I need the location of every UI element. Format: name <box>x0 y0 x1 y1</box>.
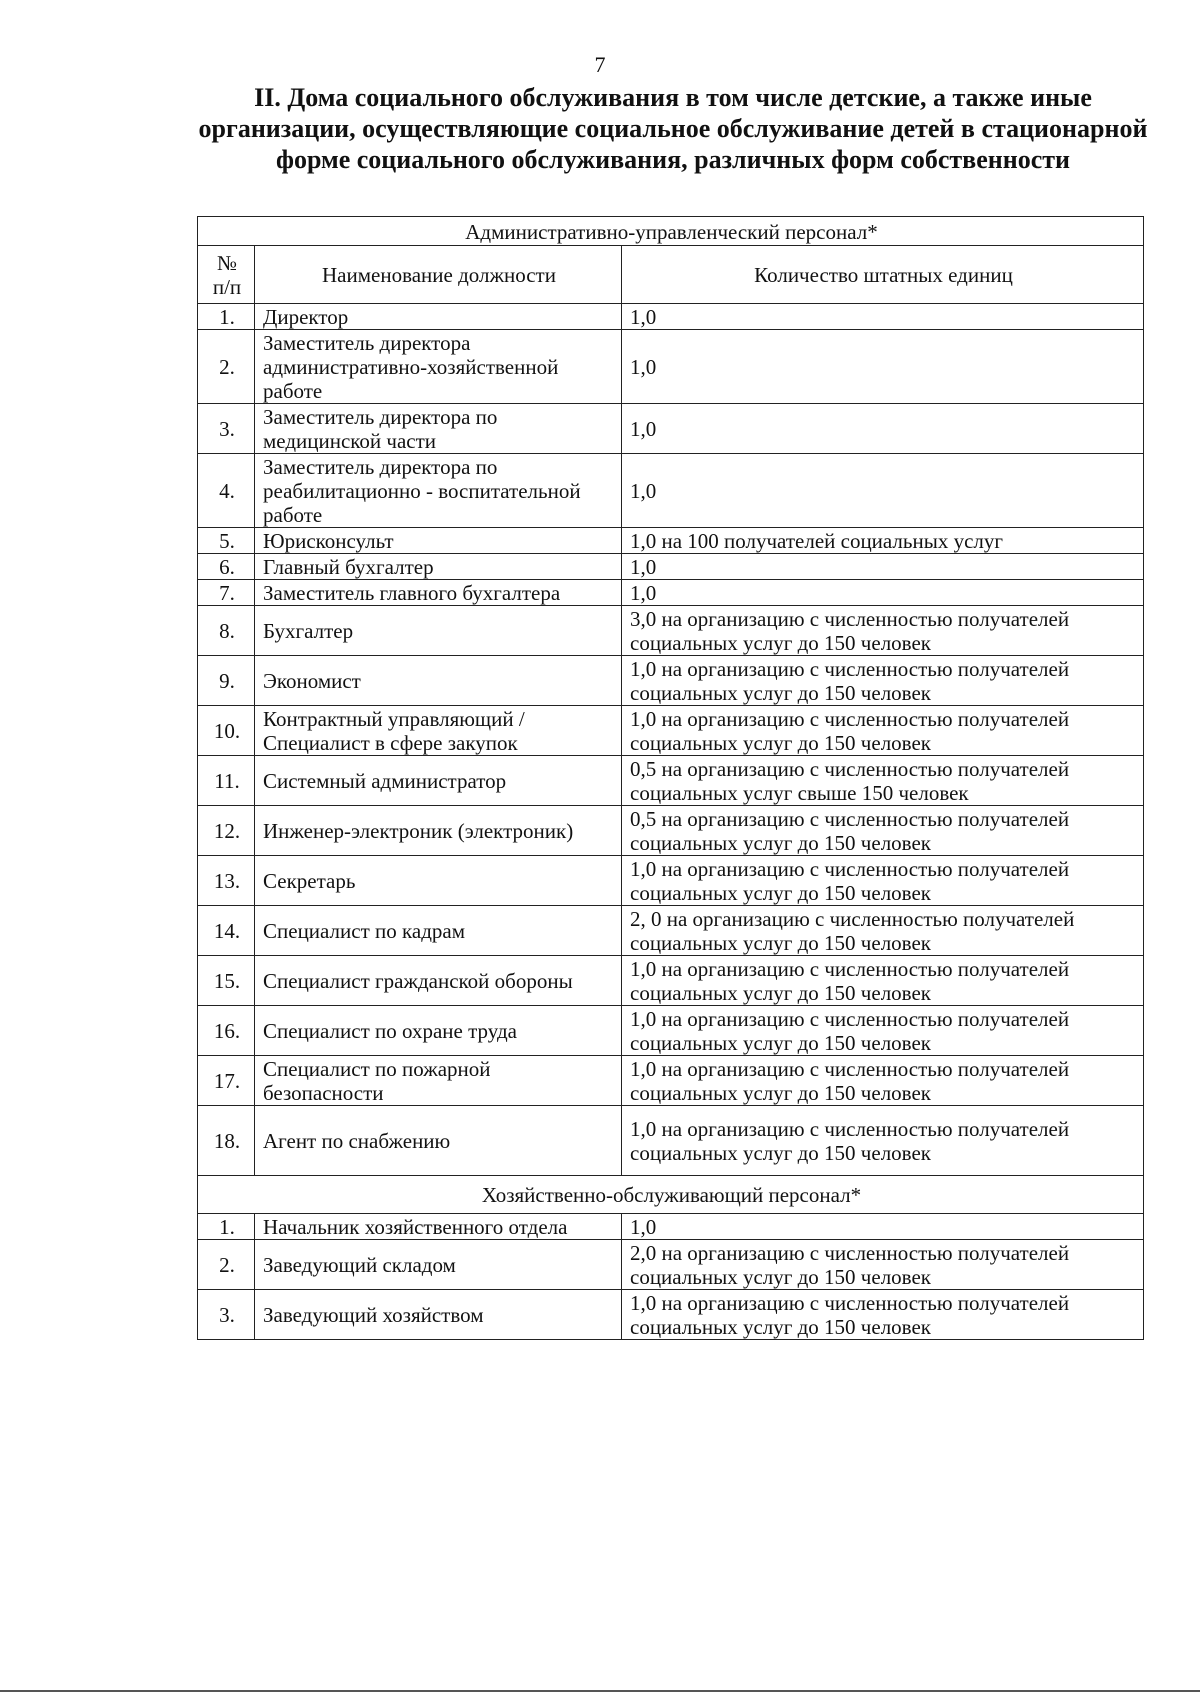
row-number: 14. <box>198 906 255 956</box>
table-row <box>198 528 1144 554</box>
staff-quantity: 1,0 <box>622 580 1144 606</box>
row-number: 2. <box>198 1240 255 1290</box>
admin-staff-rows <box>198 304 1144 1176</box>
page-bottom-rule <box>0 1690 1200 1692</box>
staff-quantity: 1,0 на организацию с численностью получателей социальных услуг до 150 человек <box>622 1006 1144 1056</box>
staff-quantity: 1,0 на организацию с численностью получателей социальных услуг до 150 человек <box>622 706 1144 756</box>
staff-quantity: 1,0 <box>622 454 1144 528</box>
service-staff-rows <box>198 1176 1144 1340</box>
row-number: 18. <box>198 1106 255 1176</box>
table-row <box>198 554 1144 580</box>
position-name: Главный бухгалтер <box>255 554 622 580</box>
table-row <box>198 906 1144 956</box>
row-number: 2. <box>198 330 255 404</box>
row-number: 12. <box>198 806 255 856</box>
table-row <box>198 1056 1144 1106</box>
staff-quantity: 1,0 на организацию с численностью получателей социальных услуг до 150 человек <box>622 856 1144 906</box>
table-row <box>198 1006 1144 1056</box>
row-number: 9. <box>198 656 255 706</box>
position-name: Контрактный управляющий / Специалист в сфере закупок <box>255 706 622 756</box>
row-number: 17. <box>198 1056 255 1106</box>
staff-quantity: 1,0 на организацию с численностью получателей социальных услуг до 150 человек <box>622 956 1144 1006</box>
table-row <box>198 656 1144 706</box>
position-name: Инженер-электроник (электроник) <box>255 806 622 856</box>
table-row <box>198 1290 1144 1340</box>
position-name: Заместитель директора по медицинской части <box>255 404 622 454</box>
row-number: 15. <box>198 956 255 1006</box>
position-name: Заместитель главного бухгалтера <box>255 580 622 606</box>
position-name: Специалист по кадрам <box>255 906 622 956</box>
table-row <box>198 1106 1144 1176</box>
staff-quantity: 1,0 на 100 получателей социальных услуг <box>622 528 1144 554</box>
document-heading: II. Дома социального обслуживания в том числе детские, а также иные организации, осуществляющие социальное обслуживание детей в стационарной форме социального обслуживания, различных форм собственности <box>198 83 1148 174</box>
table-row <box>198 806 1144 856</box>
table-row <box>198 404 1144 454</box>
section-title-admin: Административно-управленческий персонал* <box>198 217 1144 246</box>
staff-quantity: 1,0 <box>622 330 1144 404</box>
page-number: 7 <box>594 52 606 77</box>
staff-quantity: 1,0 на организацию с численностью получателей социальных услуг до 150 человек <box>622 1106 1144 1176</box>
position-name: Специалист гражданской обороны <box>255 956 622 1006</box>
position-name: Заведующий складом <box>255 1240 622 1290</box>
staff-quantity: 1,0 на организацию с численностью получателей социальных услуг до 150 человек <box>622 1056 1144 1106</box>
row-number: 8. <box>198 606 255 656</box>
staff-quantity: 1,0 <box>622 1214 1144 1240</box>
staff-quantity: 1,0 на организацию с численностью получателей социальных услуг до 150 человек <box>622 1290 1144 1340</box>
table-row <box>198 606 1144 656</box>
table-row <box>198 856 1144 906</box>
table-row <box>198 1240 1144 1290</box>
row-number: 3. <box>198 1290 255 1340</box>
position-name: Секретарь <box>255 856 622 906</box>
position-name: Агент по снабжению <box>255 1106 622 1176</box>
staff-quantity: 1,0 на организацию с численностью получателей социальных услуг до 150 человек <box>622 656 1144 706</box>
staff-quantity: 2,0 на организацию с численностью получателей социальных услуг до 150 человек <box>622 1240 1144 1290</box>
staff-quantity: 2, 0 на организацию с численностью получателей социальных услуг до 150 человек <box>622 906 1144 956</box>
table-row <box>198 330 1144 404</box>
row-number: 10. <box>198 706 255 756</box>
staff-quantity: 0,5 на организацию с численностью получателей социальных услуг до 150 человек <box>622 806 1144 856</box>
position-name: Системный администратор <box>255 756 622 806</box>
row-number: 11. <box>198 756 255 806</box>
staff-quantity: 0,5 на организацию с численностью получателей социальных услуг свыше 150 человек <box>622 756 1144 806</box>
row-number: 5. <box>198 528 255 554</box>
position-name: Специалист по пожарной безопасности <box>255 1056 622 1106</box>
position-name: Начальник хозяйственного отдела <box>255 1214 622 1240</box>
table-row <box>198 454 1144 528</box>
column-header-quantity: Количество штатных единиц <box>622 246 1144 304</box>
position-name: Экономист <box>255 656 622 706</box>
staff-quantity: 1,0 <box>622 404 1144 454</box>
position-name: Бухгалтер <box>255 606 622 656</box>
column-header-position: Наименование должности <box>255 246 622 304</box>
row-number: 13. <box>198 856 255 906</box>
row-number: 1. <box>198 1214 255 1240</box>
table-row <box>198 706 1144 756</box>
position-name: Специалист по охране труда <box>255 1006 622 1056</box>
position-name: Заместитель директора по реабилитационно - воспитательной работе <box>255 454 622 528</box>
column-header-num: № п/п <box>198 246 255 304</box>
table-row <box>198 1214 1144 1240</box>
row-number: 4. <box>198 454 255 528</box>
table-row <box>198 304 1144 330</box>
staff-quantity: 1,0 <box>622 304 1144 330</box>
table-row <box>198 956 1144 1006</box>
staff-quantity: 1,0 <box>622 554 1144 580</box>
position-name: Юрисконсульт <box>255 528 622 554</box>
row-number: 7. <box>198 580 255 606</box>
table-row <box>198 580 1144 606</box>
row-number: 16. <box>198 1006 255 1056</box>
position-name: Директор <box>255 304 622 330</box>
staff-table <box>197 216 1144 1340</box>
section-title-service: Хозяйственно-обслуживающий персонал* <box>198 1176 1144 1214</box>
staff-quantity: 3,0 на организацию с численностью получателей социальных услуг до 150 человек <box>622 606 1144 656</box>
row-number: 3. <box>198 404 255 454</box>
table-row <box>198 756 1144 806</box>
position-name: Заместитель директора административно-хозяйственной работе <box>255 330 622 404</box>
row-number: 1. <box>198 304 255 330</box>
row-number: 6. <box>198 554 255 580</box>
position-name: Заведующий хозяйством <box>255 1290 622 1340</box>
